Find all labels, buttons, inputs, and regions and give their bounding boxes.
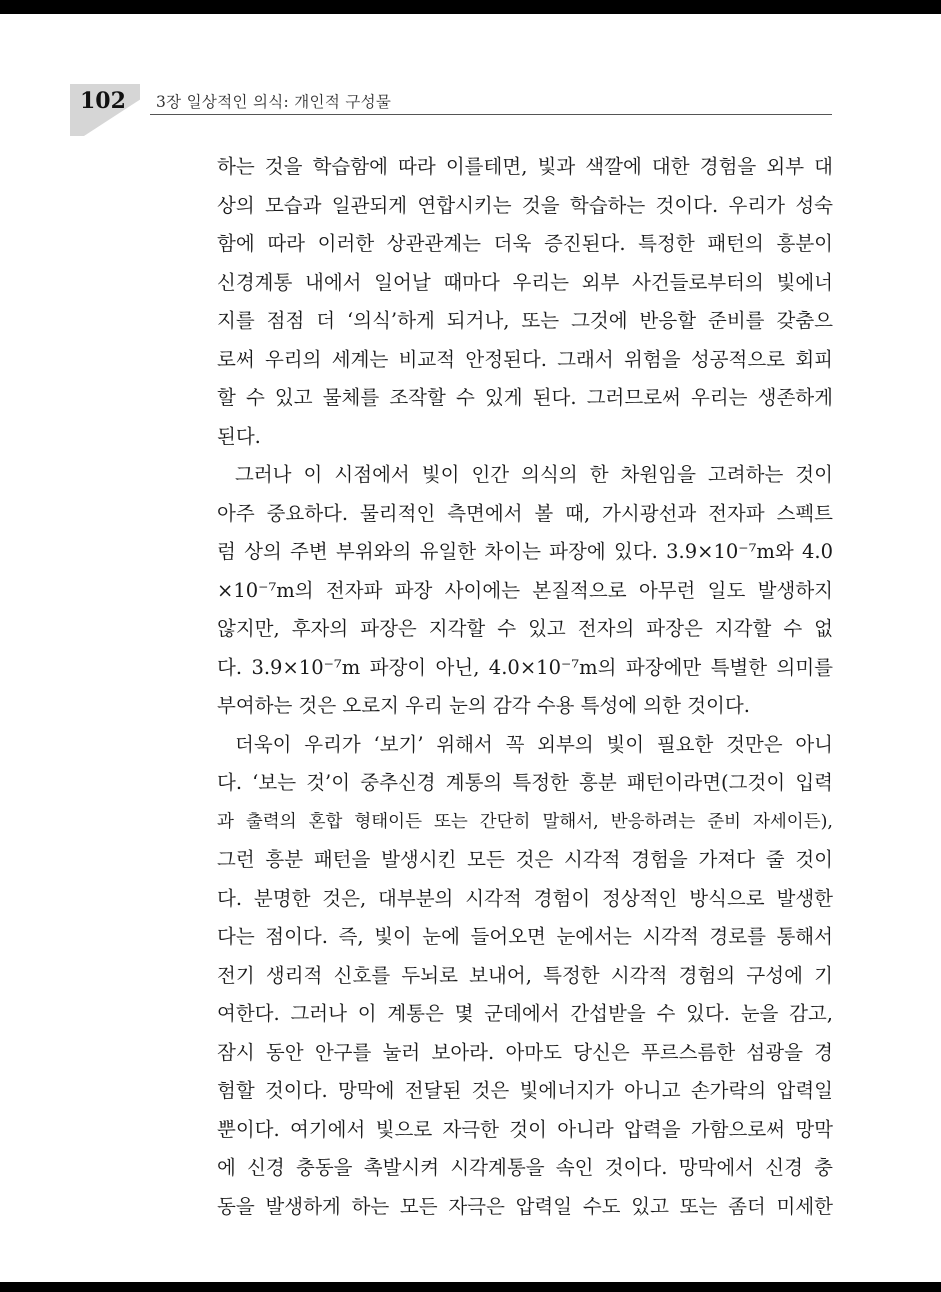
top-black-bar: [0, 0, 941, 14]
text-line: 하는 것을 학습함에 따라 이를테면, 빛과 색깔에 대한 경험을 외부 대: [217, 155, 833, 178]
text-line: 지를 점점 더 ‘의식’하게 되거나, 또는 그것에 반응할 준비를 갖춤으: [217, 309, 833, 332]
chapter-title: 3장 일상적인 의식: 개인적 구성물: [156, 93, 392, 111]
text-line: 에 신경 충동을 촉발시켜 시각계통을 속인 것이다. 망막에서 신경 충: [217, 1156, 833, 1179]
text-line: ×10⁻⁷m의 전자파 파장 사이에는 본질적으로 아무런 일도 발생하지: [217, 578, 833, 602]
text-line: 함에 따라 이러한 상관관계는 더욱 증진된다. 특정한 패턴의 흥분이: [217, 232, 833, 255]
page-number: 102: [80, 88, 126, 114]
header-rule: [150, 114, 832, 115]
text-line: 뿐이다. 여기에서 빛으로 자극한 것이 아니라 압력을 가함으로써 망막: [217, 1117, 833, 1141]
text-line: 할 수 있고 물체를 조작할 수 있게 된다. 그러므로써 우리는 생존하게: [217, 386, 833, 409]
text-line: 상의 모습과 일관되게 연합시키는 것을 학습하는 것이다. 우리가 성숙: [217, 193, 833, 217]
text-line: 부여하는 것은 오로지 우리 눈의 감각 수용 특성에 의한 것이다.: [217, 694, 750, 717]
text-line: 다. 3.9×10⁻⁷m 파장이 아닌, 4.0×10⁻⁷m의 파장에만 특별한 의미를: [217, 655, 833, 679]
text-line: 잠시 동안 안구를 눌러 보아라. 아마도 당신은 푸르스름한 섬광을 경: [217, 1040, 833, 1064]
text-line: 다. ‘보는 것’이 중추신경 계통의 특정한 흥분 패턴이라면(그것이 입력: [217, 771, 833, 794]
text-line: 아주 중요하다. 물리적인 측면에서 볼 때, 가시광선과 전자파 스펙트: [217, 501, 833, 525]
page-header: [0, 70, 941, 150]
text-line: 그런 흥분 패턴을 발생시킨 모든 것은 시각적 경험을 가져다 줄 것이: [217, 848, 833, 871]
text-line: 험할 것이다. 망막에 전달된 것은 빛에너지가 아니고 손가락의 압력일: [217, 1079, 833, 1102]
text-line: 여한다. 그러나 이 계통은 몇 군데에서 간섭받을 수 있다. 눈을 감고,: [217, 1002, 833, 1025]
text-line: 더욱이 우리가 ‘보기’ 위해서 꼭 외부의 빛이 필요한 것만은 아니: [235, 732, 833, 756]
text-line: 않지만, 후자의 파장은 지각할 수 있고 전자의 파장은 지각할 수 없: [217, 617, 833, 640]
text-line: 다는 점이다. 즉, 빛이 눈에 들어오면 눈에서는 시각적 경로를 통해서: [217, 925, 833, 948]
text-line: 로써 우리의 세계는 비교적 안정된다. 그래서 위험을 성공적으로 회피: [217, 347, 833, 371]
text-line: 신경계통 내에서 일어날 때마다 우리는 외부 사건들로부터의 빛에너: [217, 270, 833, 294]
text-line: 전기 생리적 신호를 두뇌로 보내어, 특정한 시각적 경험의 구성에 기: [217, 963, 833, 987]
text-line: 동을 발생하게 하는 모든 자극은 압력일 수도 있고 또는 좀더 미세한: [217, 1194, 833, 1218]
text-line: 그러나 이 시점에서 빛이 인간 의식의 한 차원임을 고려하는 것이: [235, 463, 833, 486]
text-line: 럼 상의 주변 부위와의 유일한 차이는 파장에 있다. 3.9×10⁻⁷m와 4.0: [217, 540, 833, 563]
text-line: 된다.: [217, 424, 261, 448]
body-text: [217, 148, 833, 1226]
bottom-black-bar: [0, 1282, 941, 1292]
text-line: 과 출력의 혼합 형태이든 또는 간단히 말해서, 반응하려는 준비 자세이든),: [217, 811, 833, 832]
text-line: 다. 분명한 것은, 대부분의 시각적 경험이 정상적인 방식으로 발생한: [217, 886, 833, 910]
